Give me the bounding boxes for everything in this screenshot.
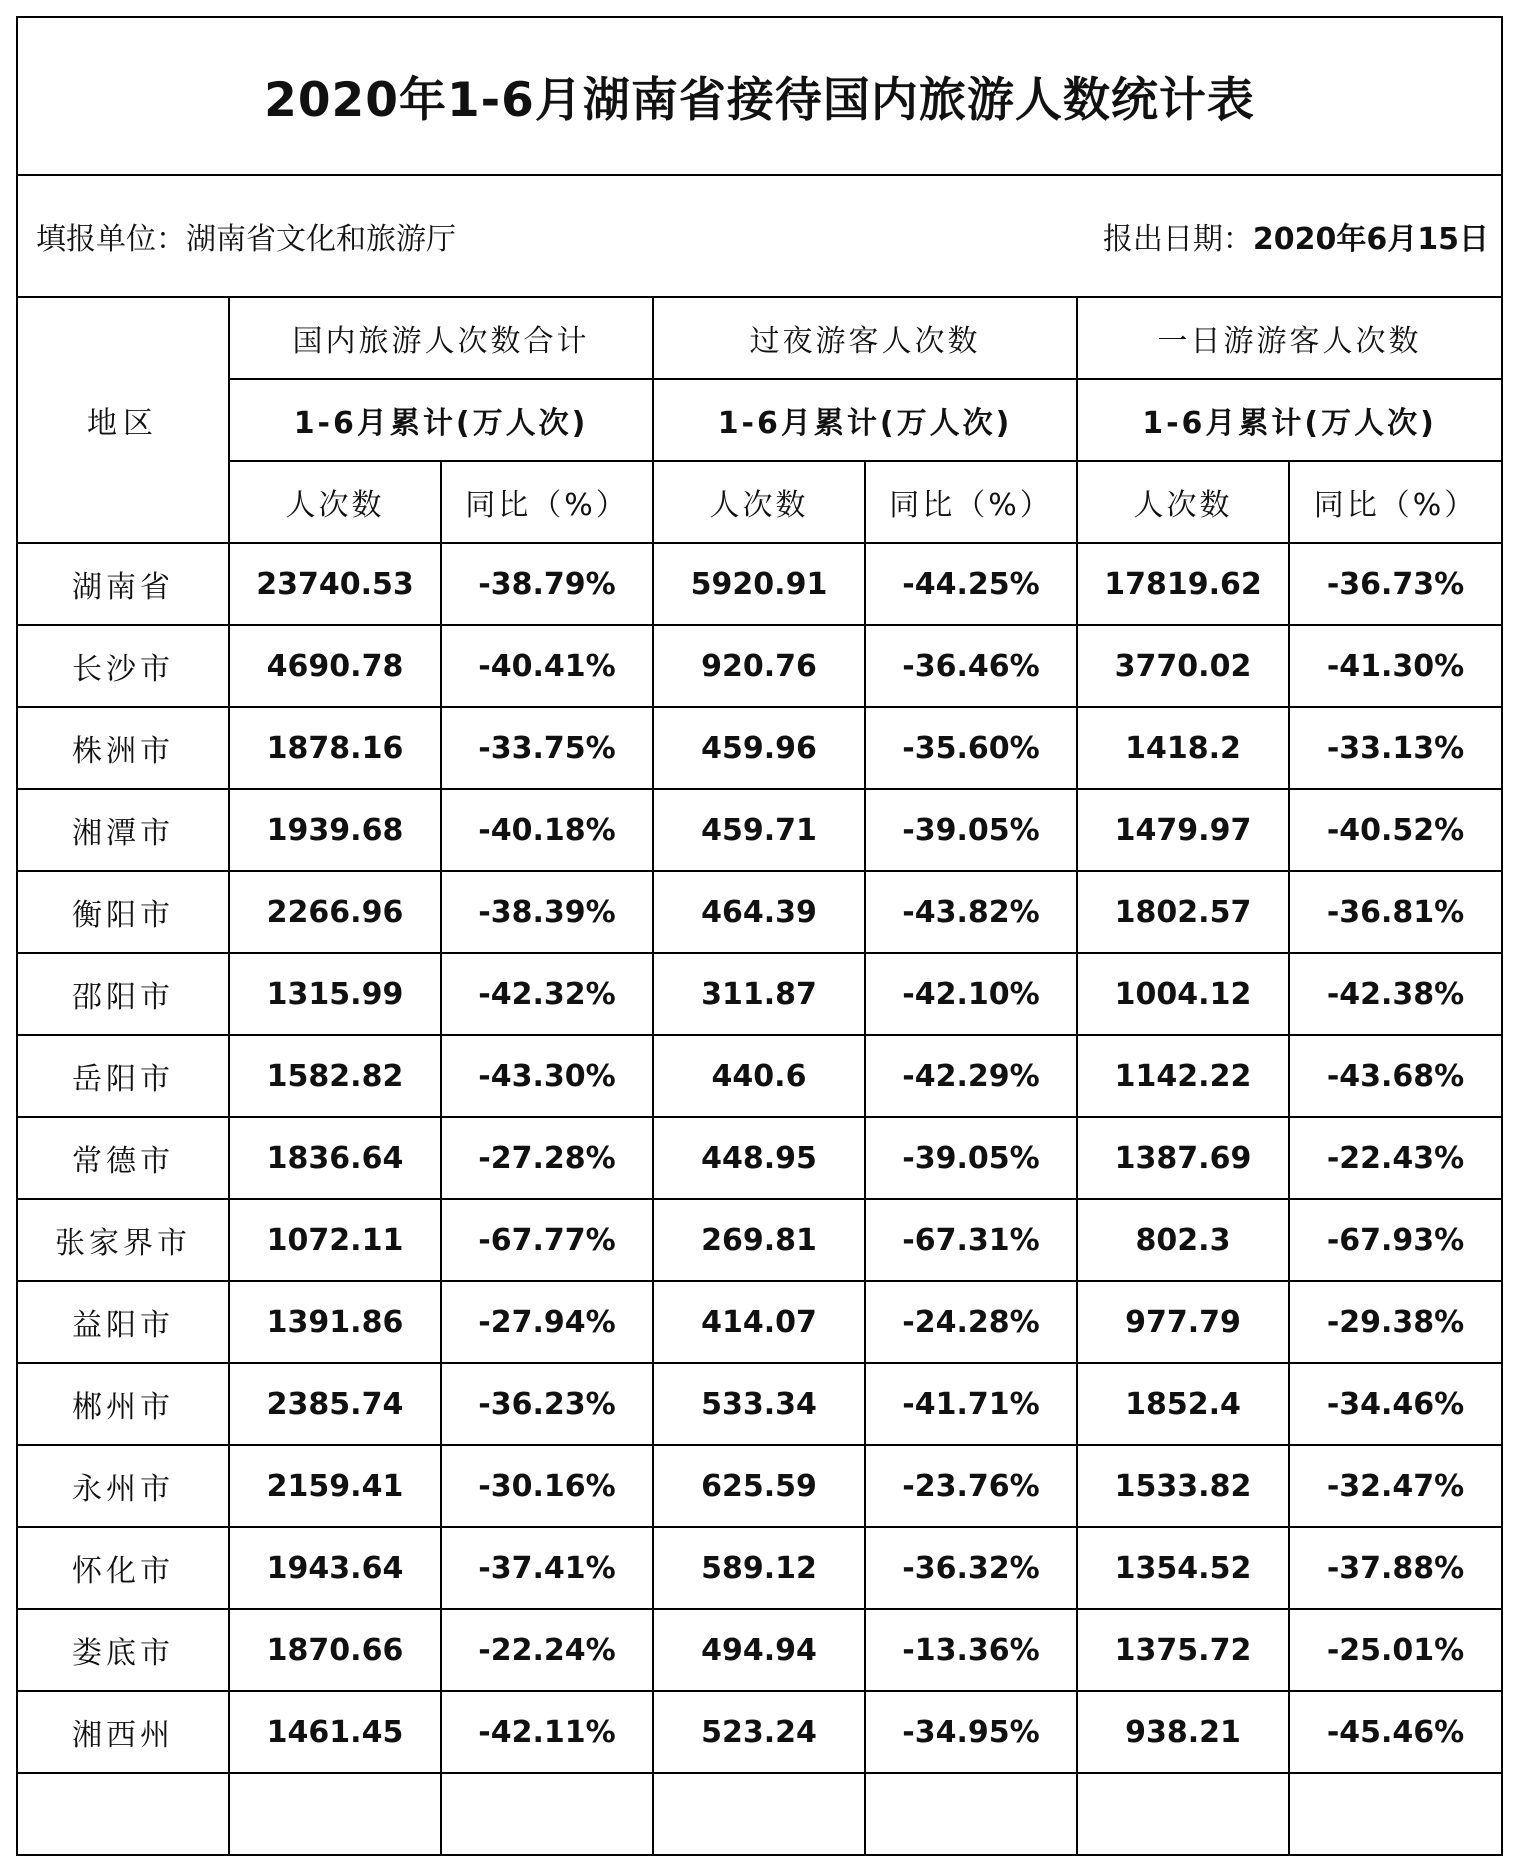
overnight-yoy-cell: -43.82% bbox=[865, 871, 1077, 953]
total-count-cell: 1391.86 bbox=[229, 1281, 441, 1363]
region-cell: 张家界市 bbox=[17, 1199, 229, 1281]
total-yoy-cell: -36.23% bbox=[441, 1363, 653, 1445]
total-count-cell: 1943.64 bbox=[229, 1527, 441, 1609]
overnight-count-cell: 448.95 bbox=[653, 1117, 865, 1199]
total-count-cell: 1870.66 bbox=[229, 1609, 441, 1691]
day-yoy-cell: -36.81% bbox=[1289, 871, 1502, 953]
tourism-statistics-table bbox=[16, 16, 1503, 1856]
day-yoy-cell: -22.43% bbox=[1289, 1117, 1502, 1199]
header-yoy-overnight: 同比（%） bbox=[865, 461, 1077, 543]
total-yoy-cell: -37.41% bbox=[441, 1527, 653, 1609]
total-count-cell: 23740.53 bbox=[229, 543, 441, 625]
overnight-count-cell: 269.81 bbox=[653, 1199, 865, 1281]
table-row bbox=[17, 1691, 1502, 1773]
day-yoy-cell: -37.88% bbox=[1289, 1527, 1502, 1609]
day-yoy-cell: -40.52% bbox=[1289, 789, 1502, 871]
fill-unit: 填报单位：湖南省文化和旅游厅 bbox=[36, 222, 456, 257]
total-yoy-cell: -30.16% bbox=[441, 1445, 653, 1527]
empty-cell bbox=[17, 1773, 229, 1855]
day-yoy-cell: -34.46% bbox=[1289, 1363, 1502, 1445]
day-count-cell: 1479.97 bbox=[1077, 789, 1289, 871]
day-count-cell: 17819.62 bbox=[1077, 543, 1289, 625]
total-count-cell: 1072.11 bbox=[229, 1199, 441, 1281]
overnight-yoy-cell: -36.32% bbox=[865, 1527, 1077, 1609]
day-count-cell: 938.21 bbox=[1077, 1691, 1289, 1773]
region-cell: 娄底市 bbox=[17, 1609, 229, 1691]
day-yoy-cell: -33.13% bbox=[1289, 707, 1502, 789]
day-count-cell: 1375.72 bbox=[1077, 1609, 1289, 1691]
total-yoy-cell: -42.11% bbox=[441, 1691, 653, 1773]
empty-cell bbox=[1077, 1773, 1289, 1855]
overnight-count-cell: 459.96 bbox=[653, 707, 865, 789]
report-date bbox=[1103, 214, 1489, 258]
overnight-yoy-cell: -23.76% bbox=[865, 1445, 1077, 1527]
table-row bbox=[17, 1117, 1502, 1199]
overnight-yoy-cell: -36.46% bbox=[865, 625, 1077, 707]
overnight-count-cell: 5920.91 bbox=[653, 543, 865, 625]
day-yoy-cell: -43.68% bbox=[1289, 1035, 1502, 1117]
region-cell: 湘潭市 bbox=[17, 789, 229, 871]
header-cumulative-overnight: 1-6月累计(万人次) bbox=[653, 379, 1077, 461]
region-cell: 怀化市 bbox=[17, 1527, 229, 1609]
day-yoy-cell: -36.73% bbox=[1289, 543, 1502, 625]
total-count-cell: 1315.99 bbox=[229, 953, 441, 1035]
total-count-cell: 2385.74 bbox=[229, 1363, 441, 1445]
table-title: 2020年1-6月湖南省接待国内旅游人数统计表 bbox=[17, 17, 1502, 175]
empty-cell bbox=[1289, 1773, 1502, 1855]
table-row bbox=[17, 1281, 1502, 1363]
day-count-cell: 1802.57 bbox=[1077, 871, 1289, 953]
day-count-cell: 1004.12 bbox=[1077, 953, 1289, 1035]
total-count-cell: 4690.78 bbox=[229, 625, 441, 707]
table-row bbox=[17, 1363, 1502, 1445]
empty-cell bbox=[865, 1773, 1077, 1855]
total-yoy-cell: -43.30% bbox=[441, 1035, 653, 1117]
overnight-count-cell: 625.59 bbox=[653, 1445, 865, 1527]
overnight-count-cell: 459.71 bbox=[653, 789, 865, 871]
overnight-count-cell: 523.24 bbox=[653, 1691, 865, 1773]
overnight-count-cell: 494.94 bbox=[653, 1609, 865, 1691]
table-row bbox=[17, 707, 1502, 789]
day-yoy-cell: -45.46% bbox=[1289, 1691, 1502, 1773]
total-count-cell: 1582.82 bbox=[229, 1035, 441, 1117]
total-yoy-cell: -38.39% bbox=[441, 871, 653, 953]
day-yoy-cell: -42.38% bbox=[1289, 953, 1502, 1035]
region-cell: 常德市 bbox=[17, 1117, 229, 1199]
day-yoy-cell: -67.93% bbox=[1289, 1199, 1502, 1281]
total-yoy-cell: -38.79% bbox=[441, 543, 653, 625]
total-count-cell: 1836.64 bbox=[229, 1117, 441, 1199]
report-date-value: 2020年6月15日 bbox=[1252, 222, 1490, 257]
overnight-count-cell: 311.87 bbox=[653, 953, 865, 1035]
region-cell: 永州市 bbox=[17, 1445, 229, 1527]
empty-row bbox=[17, 1773, 1502, 1855]
table-row bbox=[17, 1035, 1502, 1117]
region-cell: 郴州市 bbox=[17, 1363, 229, 1445]
overnight-yoy-cell: -67.31% bbox=[865, 1199, 1077, 1281]
region-cell: 长沙市 bbox=[17, 625, 229, 707]
table-row bbox=[17, 1609, 1502, 1691]
overnight-yoy-cell: -42.29% bbox=[865, 1035, 1077, 1117]
day-yoy-cell: -41.30% bbox=[1289, 625, 1502, 707]
table-row bbox=[17, 1445, 1502, 1527]
overnight-yoy-cell: -35.60% bbox=[865, 707, 1077, 789]
header-count-overnight: 人次数 bbox=[653, 461, 865, 543]
overnight-count-cell: 464.39 bbox=[653, 871, 865, 953]
header-yoy-total: 同比（%） bbox=[441, 461, 653, 543]
overnight-count-cell: 414.07 bbox=[653, 1281, 865, 1363]
region-cell: 湖南省 bbox=[17, 543, 229, 625]
region-cell: 衡阳市 bbox=[17, 871, 229, 953]
table-row bbox=[17, 871, 1502, 953]
header-group-overnight: 过夜游客人次数 bbox=[653, 297, 1077, 379]
total-count-cell: 1878.16 bbox=[229, 707, 441, 789]
header-group-day: 一日游游客人次数 bbox=[1077, 297, 1502, 379]
total-count-cell: 1461.45 bbox=[229, 1691, 441, 1773]
overnight-yoy-cell: -44.25% bbox=[865, 543, 1077, 625]
table-row bbox=[17, 625, 1502, 707]
day-count-cell: 802.3 bbox=[1077, 1199, 1289, 1281]
overnight-yoy-cell: -39.05% bbox=[865, 1117, 1077, 1199]
total-yoy-cell: -22.24% bbox=[441, 1609, 653, 1691]
day-yoy-cell: -29.38% bbox=[1289, 1281, 1502, 1363]
day-count-cell: 1387.69 bbox=[1077, 1117, 1289, 1199]
table-row bbox=[17, 953, 1502, 1035]
total-yoy-cell: -67.77% bbox=[441, 1199, 653, 1281]
table-row bbox=[17, 1199, 1502, 1281]
day-count-cell: 3770.02 bbox=[1077, 625, 1289, 707]
region-cell: 益阳市 bbox=[17, 1281, 229, 1363]
empty-cell bbox=[229, 1773, 441, 1855]
overnight-count-cell: 440.6 bbox=[653, 1035, 865, 1117]
empty-cell bbox=[441, 1773, 653, 1855]
overnight-yoy-cell: -13.36% bbox=[865, 1609, 1077, 1691]
day-count-cell: 1418.2 bbox=[1077, 707, 1289, 789]
day-count-cell: 1142.22 bbox=[1077, 1035, 1289, 1117]
table-row bbox=[17, 1527, 1502, 1609]
overnight-count-cell: 533.34 bbox=[653, 1363, 865, 1445]
header-count-day: 人次数 bbox=[1077, 461, 1289, 543]
region-cell: 株洲市 bbox=[17, 707, 229, 789]
header-region: 地区 bbox=[17, 297, 229, 543]
total-yoy-cell: -27.94% bbox=[441, 1281, 653, 1363]
total-yoy-cell: -40.18% bbox=[441, 789, 653, 871]
day-count-cell: 1354.52 bbox=[1077, 1527, 1289, 1609]
total-yoy-cell: -33.75% bbox=[441, 707, 653, 789]
total-yoy-cell: -40.41% bbox=[441, 625, 653, 707]
table-row bbox=[17, 789, 1502, 871]
total-yoy-cell: -27.28% bbox=[441, 1117, 653, 1199]
total-count-cell: 2159.41 bbox=[229, 1445, 441, 1527]
header-yoy-day: 同比（%） bbox=[1289, 461, 1502, 543]
overnight-yoy-cell: -42.10% bbox=[865, 953, 1077, 1035]
table-row bbox=[17, 543, 1502, 625]
overnight-yoy-cell: -34.95% bbox=[865, 1691, 1077, 1773]
region-cell: 岳阳市 bbox=[17, 1035, 229, 1117]
region-cell: 湘西州 bbox=[17, 1691, 229, 1773]
day-count-cell: 1852.4 bbox=[1077, 1363, 1289, 1445]
header-cumulative-day: 1-6月累计(万人次) bbox=[1077, 379, 1502, 461]
overnight-yoy-cell: -41.71% bbox=[865, 1363, 1077, 1445]
header-cumulative-total: 1-6月累计(万人次) bbox=[229, 379, 653, 461]
report-date-label: 报出日期： bbox=[1102, 222, 1253, 257]
day-yoy-cell: -32.47% bbox=[1289, 1445, 1502, 1527]
meta-row bbox=[17, 175, 1502, 297]
overnight-count-cell: 589.12 bbox=[653, 1527, 865, 1609]
total-yoy-cell: -42.32% bbox=[441, 953, 653, 1035]
total-count-cell: 2266.96 bbox=[229, 871, 441, 953]
empty-cell bbox=[653, 1773, 865, 1855]
overnight-count-cell: 920.76 bbox=[653, 625, 865, 707]
day-yoy-cell: -25.01% bbox=[1289, 1609, 1502, 1691]
header-count-total: 人次数 bbox=[229, 461, 441, 543]
region-cell: 邵阳市 bbox=[17, 953, 229, 1035]
day-count-cell: 977.79 bbox=[1077, 1281, 1289, 1363]
day-count-cell: 1533.82 bbox=[1077, 1445, 1289, 1527]
overnight-yoy-cell: -24.28% bbox=[865, 1281, 1077, 1363]
header-group-total: 国内旅游人次数合计 bbox=[229, 297, 653, 379]
overnight-yoy-cell: -39.05% bbox=[865, 789, 1077, 871]
total-count-cell: 1939.68 bbox=[229, 789, 441, 871]
